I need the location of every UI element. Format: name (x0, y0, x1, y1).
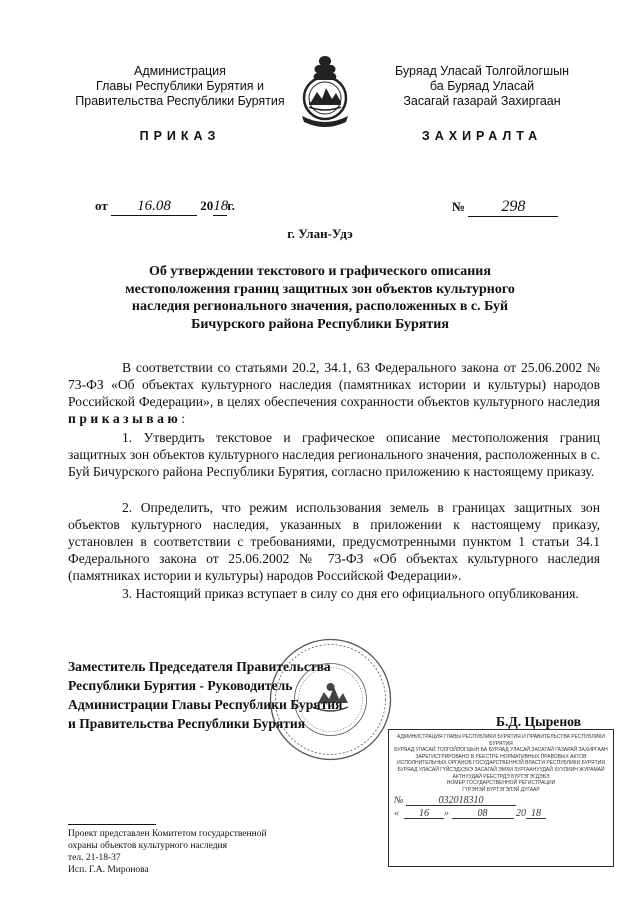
from-label: от (95, 198, 108, 213)
signatory-position (68, 657, 388, 733)
reg-month: 08 (452, 811, 514, 819)
reg-stamp-line: ЗАРЕГИСТРИРОВАНО В РЕЕСТРЕ НОРМАТИВНЫХ ПРАВОВЫХ АКТОВ ИСПОЛНИТЕЛЬНЫХ ОРГАНОВ ГОСУДАРСТВЕННОЙ ВЛАСТИ РЕСПУБЛИКИ БУРЯТИЯ (397, 753, 605, 767)
coat-of-arms-emblem (295, 52, 355, 132)
signatory-name: Б.Д. Цыренов (496, 714, 581, 729)
order-item-1: 1. Утвердить текстовое и графическое описание местоположения границ защитных зон объектов культурного наследия регионального значения, расположенных в с. Буй Бичурского района Республики Бурятия, согласно приложению к настоящему приказу. (68, 430, 600, 479)
footer-line: Исп. Г.А. Миронова (68, 865, 149, 875)
footer-line: Проект представлен Комитетом государственной (68, 829, 267, 839)
issuer-bua (360, 64, 604, 144)
document-title: Об утверждении текстового и графического описания местоположения границ защитных зон объектов культурного наследия регионального значения, расположенных в с. Буй Бичурского района Республики Бурятия (125, 264, 515, 332)
reg-stamp-line: АДМИНИСТРАЦИЯ ГЛАВЫ РЕСПУБЛИКИ БУРЯТИЯ И ПРАВИТЕЛЬСТВА РЕСПУБЛИКИ БУРЯТИЯ (397, 734, 605, 747)
order-word: приказываю (68, 411, 182, 426)
preamble-end: : (181, 411, 186, 426)
issuer-ru-line: Главы Республики Бурятия и (96, 79, 264, 93)
registration-stamp (388, 729, 614, 867)
order-item-2: 2. Определить, что режим использования земель в границах защитных зон объектов культурного наследия, указанных в приложении к настоящему приказу, установлен в соответствии с требованиями, предусмотренными пунктом 1 статьи 34.1 Федерального закона от 25.06.2002 № 73-ФЗ «Об объектах культурного наследия (памятниках истории и культуры) народов Российской Федерации». (68, 500, 600, 583)
issuer-ru-line: Администрация (134, 64, 226, 78)
preamble (68, 359, 600, 427)
order-date (95, 198, 235, 216)
reg-number-label: № (394, 795, 404, 807)
footer-line: охраны объектов культурного наследия (68, 841, 227, 851)
number-value: 298 (468, 198, 558, 217)
order-item-3: 3. Настоящий приказ вступает в силу со дня его официального опубликования. (122, 586, 579, 601)
reg-stamp-line: НОМЕР ГОСУДАРСТВЕННОЙ РЕГИСТРАЦИИ (446, 780, 556, 787)
reg-stamp-line: БУРЯАД УЛАСАЙ ГҮЙСЭДХЭХЭ ЗАСАГАЙ ЭМХИ ЗУРГААНУУДАЙ ХУУЛИИН ЖУРАМАЙ АКТНУУДАЙ РЕЕСТРДЭ БҮРТЭГЭГДЭБЭ (397, 766, 605, 780)
reg-stamp-line: ГҮРЭНЭЙ БҮРТЭГЭЛЭЙ ДУГААР (462, 786, 540, 793)
city: г. Улан-Удэ (287, 226, 353, 241)
footer-note (68, 828, 348, 876)
footer-line: тел. 21-18-37 (68, 853, 121, 863)
order-day-month: 16.08 (111, 198, 197, 216)
signatory-line: и Правительства Республики Бурятия (68, 716, 306, 731)
signatory-line: Заместитель Председателя Правительства (68, 659, 331, 674)
number-label: № (452, 199, 466, 214)
order-number (452, 198, 558, 217)
reg-year-suffix: 18 (526, 811, 546, 819)
reg-date-row: « 16 » 08 20 18 (394, 811, 608, 819)
signatory-line: Администрации Главы Республики Бурятия (68, 697, 343, 712)
reg-day: 16 (404, 811, 444, 819)
year-unit: г. (227, 198, 235, 213)
preamble-text: В соответствии со статьями 20.2, 34.1, 63 Федерального закона от 25.06.2002 № 73-ФЗ «Об объектах культурного наследия (памятниках истории и культуры) народов Российской Федерации», в целях обеспечения сохранности объектов культурного наследия (68, 360, 600, 409)
year-prefix: 20 (200, 198, 214, 213)
reg-number-row (394, 795, 608, 807)
issuer-bua-line: ба Буряад Уласай (429, 79, 535, 93)
reg-number: 032018310 (406, 798, 516, 806)
issuer-ru (60, 64, 300, 144)
issuer-bua-line: Засагай газарай Захиргаан (403, 94, 561, 108)
reg-year-prefix: 20 (516, 807, 526, 819)
doc-type-bua: ЗАХИРАЛТА (421, 129, 543, 143)
doc-type-ru: ПРИКАЗ (139, 129, 221, 143)
reg-stamp-line: БУРЯАД УЛАСАЙ ТОЛГОЙЛОГШЫН БА БУРЯАД УЛАСАЙ ЗАСАГАЙ ГАЗАРАЙ ЗАХИРГААН (394, 747, 608, 754)
signatory-line: Республики Бурятия - Руководитель (68, 678, 293, 693)
footer-divider (68, 824, 156, 825)
issuer-ru-line: Правительства Республики Бурятия (75, 94, 285, 108)
year-suffix: 18 (213, 198, 229, 214)
issuer-bua-line: Буряад Уласай Толгойлогшын (394, 64, 570, 78)
